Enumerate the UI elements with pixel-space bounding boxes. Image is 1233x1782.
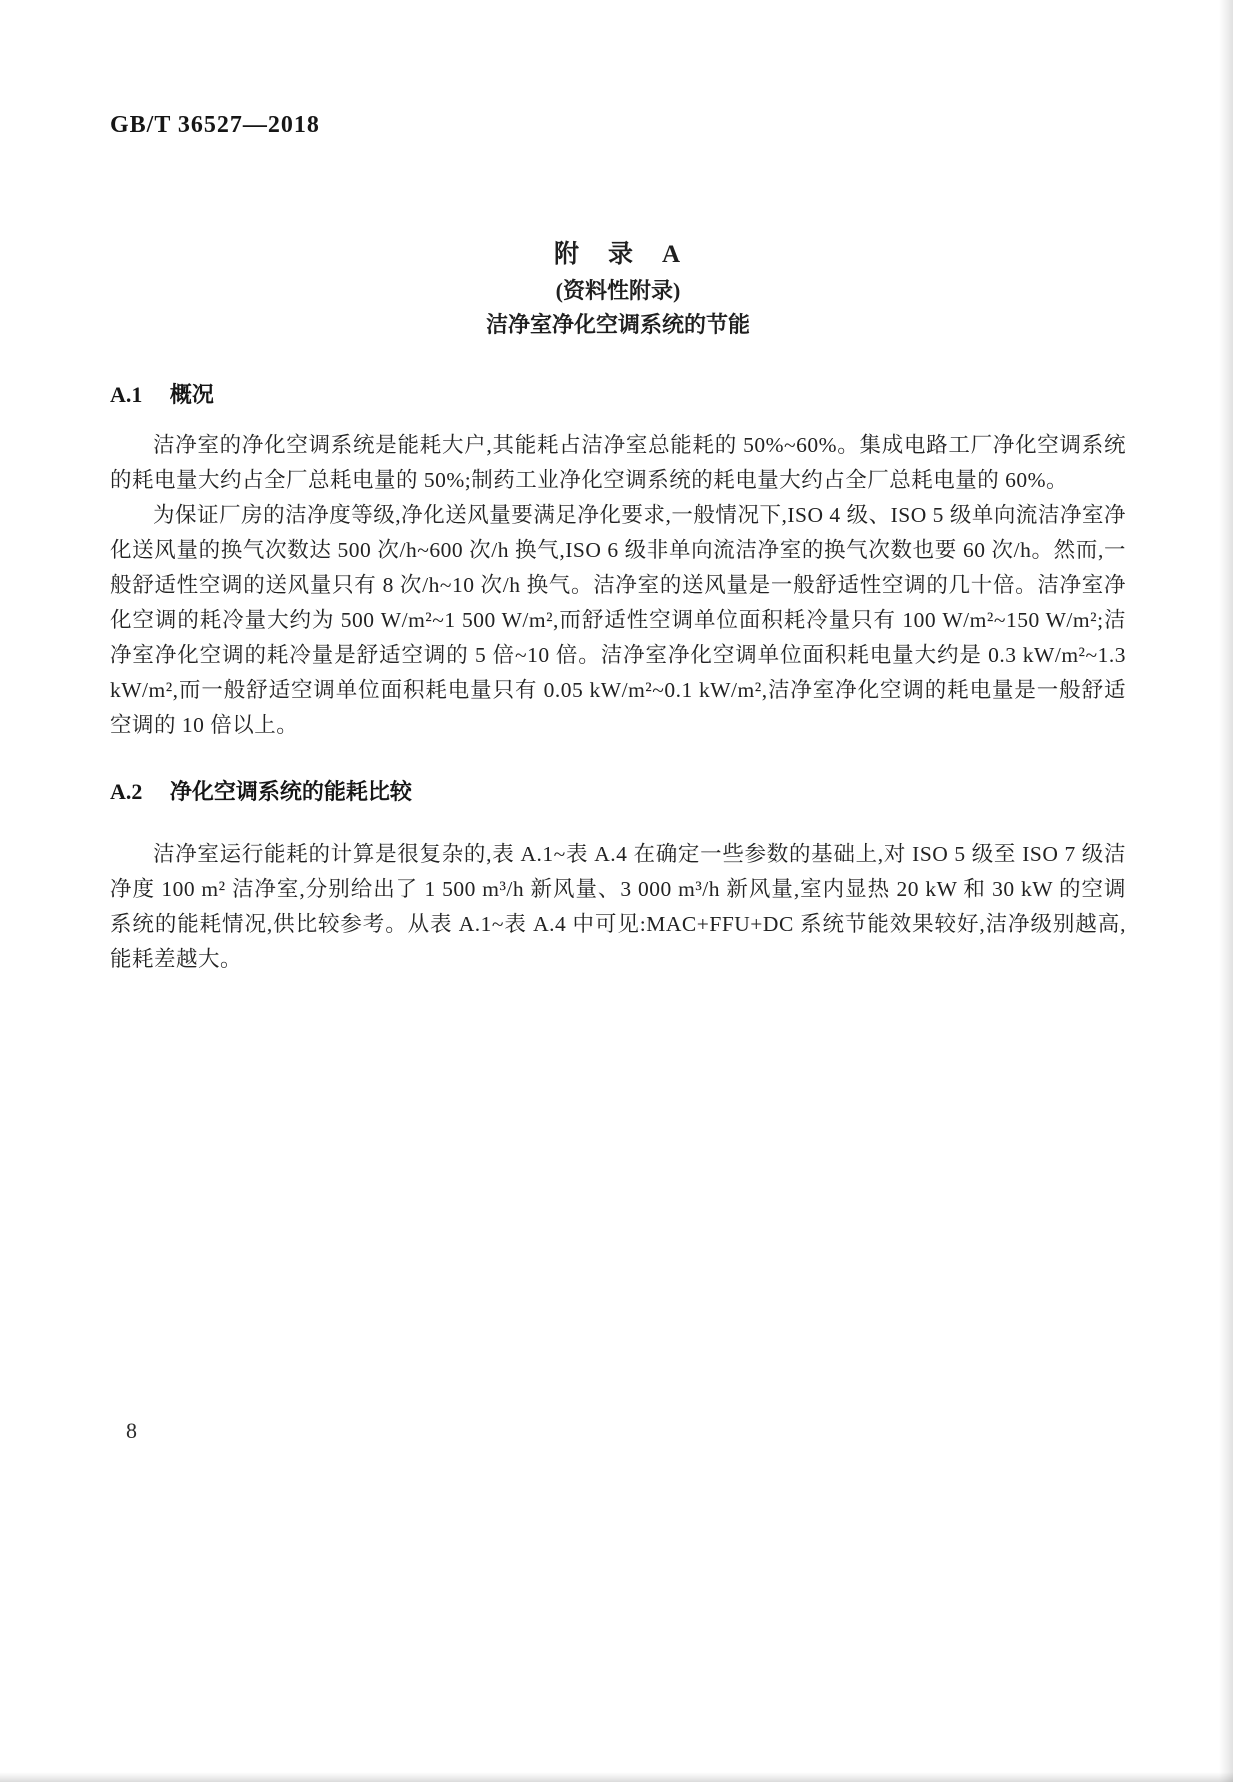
scan-edge-right	[1219, 0, 1233, 1782]
paragraph: 洁净室的净化空调系统是能耗大户,其能耗占洁净室总能耗的 50%~60%。集成电路工厂净化空调系统的耗电量大约占全厂总耗电量的 50%;制药工业净化空调系统的耗电量大约占全厂总耗电量的 60%。	[110, 433, 1126, 492]
scan-edge-bottom	[0, 1772, 1233, 1782]
section-title: 概况	[169, 382, 214, 407]
section-title: 净化空调系统的能耗比较	[169, 779, 412, 804]
appendix-subtitle: (资料性附录)	[555, 278, 681, 303]
page-number: 8	[126, 1418, 137, 1443]
paragraph: 洁净室运行能耗的计算是很复杂的,表 A.1~表 A.4 在确定一些参数的基础上,对 ISO 5 级至 ISO 7 级洁净度 100 m² 洁净室,分别给出了 1 500 m³/h 新风量、3 000 m³/h 新风量,室内显热 20 kW 和 30 kW 的空调系统的能耗情况,供比较参考。从表 A.1~表 A.4 中可见:MAC+FFU+DC 系统节能效果较好,洁净级别越高,能耗差越大。	[110, 842, 1126, 971]
document-body	[110, 378, 1126, 977]
section-number: A.2	[110, 779, 143, 804]
appendix-title-block	[110, 238, 1126, 342]
appendix-title: 附 录 A	[553, 241, 683, 268]
section-heading-a1	[110, 378, 1126, 412]
section-number: A.1	[110, 382, 143, 407]
standard-number: GB/T 36527—2018	[110, 112, 320, 138]
paragraph: 为保证厂房的洁净度等级,净化送风量要满足净化要求,一般情况下,ISO 4 级、ISO 5 级单向流洁净室净化送风量的换气次数达 500 次/h~600 次/h 换气,ISO 6 级非单向流洁净室的换气次数也要 60 次/h。然而,一般舒适性空调的送风量只有 8 次/h~10 次/h 换气。洁净室的送风量是一般舒适性空调的几十倍。洁净室净化空调的耗冷量大约为 500 W/m²~1 500 W/m²,而舒适性空调单位面积耗冷量只有 100 W/m²~150 W/m²;洁净室净化空调的耗冷量是舒适空调的 5 倍~10 倍。洁净室净化空调单位面积耗电量大约是 0.3 kW/m²~1.3 kW/m²,而一般舒适空调单位面积耗电量只有 0.05 kW/m²~0.1 kW/m²,洁净室净化空调的耗电量是一般舒适空调的 10 倍以上。	[110, 503, 1126, 737]
section-heading-a2	[110, 775, 1126, 809]
appendix-topic-title: 洁净室净化空调系统的节能	[485, 312, 750, 337]
